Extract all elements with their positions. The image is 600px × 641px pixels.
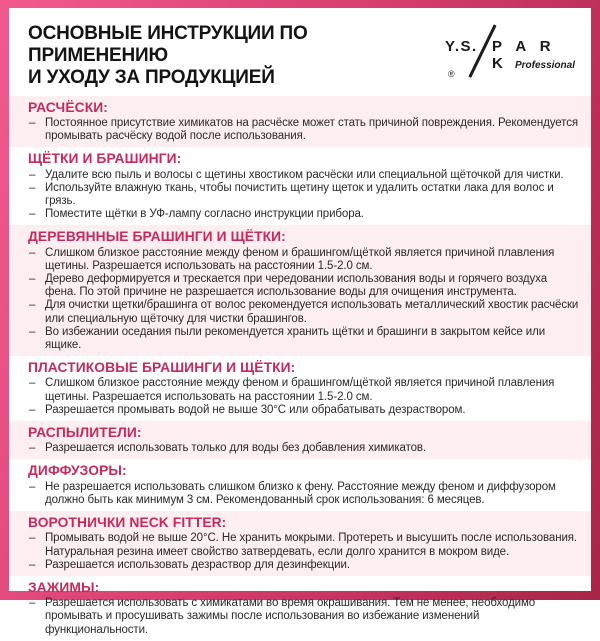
list-item [28, 247, 579, 273]
list-item [28, 326, 579, 352]
section-title: ДИФФУЗОРЫ: [28, 463, 127, 479]
list-item-text: Удалите всю пыль и волосы с щетины хвостиком расчёски или специальной щёточкой для чистки. [45, 168, 564, 181]
list-item [28, 559, 579, 572]
bullet-dash: – [29, 208, 36, 221]
registered-trademark-symbol: ® [448, 69, 455, 79]
page-title [28, 23, 445, 90]
section-diffusers [9, 459, 591, 511]
list-item-text: Дерево деформируется и трескается при чередовании использования воды и горячего воздуха фена. По этой причине не разрешается использование воды для очищения инструмента. [45, 272, 547, 299]
section-brushes [9, 147, 591, 225]
list-item [28, 169, 579, 182]
section-title: РАСПЫЛИТЕЛИ: [28, 425, 142, 441]
document-card [9, 8, 591, 636]
ys-park-logo [445, 25, 577, 83]
list-item [28, 299, 579, 325]
page-title-line1: ОСНОВНЫЕ ИНСТРУКЦИИ ПО ПРИМЕНЕНИЮ [28, 23, 308, 67]
list-item-text: Во избежании оседания пыли рекомендуется хранить щётки и брашинги в закрытом кейсе или ящике. [45, 325, 546, 351]
section-sprayers [9, 421, 591, 459]
list-item-text: Для очистки щетки/брашинга от волос рекомендуется использовать металлический хвостик расчёски или специальную щёточку для чистки брашингов. [45, 299, 579, 325]
list-item [28, 117, 579, 143]
list-item-text: Разрешается использовать дезраствор для дезинфекции. [45, 558, 350, 571]
bullet-dash: – [29, 532, 36, 545]
section-title: РАСЧЁСКИ: [28, 99, 108, 115]
section-plastic-brushes [9, 356, 591, 421]
section-clips [9, 576, 591, 641]
section-title: ЩЁТКИ И БРАШИНГИ: [28, 151, 182, 167]
list-item-text: Поместите щётки в УФ-лампу согласно инструкции прибора. [45, 208, 364, 221]
list-item-text: Постоянное присутствие химикатов на расчёске может стать причиной повреждения. Рекомендуется промывать расчёску водой после использования. [45, 116, 578, 143]
logo-ys-text: Y.S. [445, 38, 478, 55]
section-title: ВОРОТНИЧКИ NECK FITTER: [28, 515, 227, 531]
list-item [28, 377, 579, 403]
bullet-dash: – [29, 558, 36, 571]
page-title-line2: И УХОДУ ЗА ПРОДУКЦИЕЙ [28, 67, 275, 89]
bullet-dash: – [29, 325, 36, 338]
list-item [28, 481, 579, 507]
section-title: ДЕРЕВЯННЫЕ БРАШИНГИ И ЩЁТКИ: [28, 229, 286, 245]
list-item [28, 532, 579, 558]
list-item [28, 273, 579, 299]
list-item-text: Слишком близкое расстояние между феном и брашингом/щёткой является причиной плавления щетины. Разрешается использовать на расстоянии 1.5-2.0 см. [45, 377, 555, 403]
bullet-dash: – [29, 403, 36, 416]
section-title: ЗАЖИМЫ: [28, 579, 100, 595]
list-item [28, 597, 579, 637]
bullet-dash: – [29, 597, 36, 610]
bullet-dash: – [29, 116, 36, 129]
list-item [28, 404, 579, 417]
bullet-dash: – [29, 480, 36, 493]
logo-professional-text: Professional [514, 60, 575, 71]
list-item [28, 182, 579, 208]
list-item-text: Разрешается использовать только для воды без добавления химикатов. [45, 442, 427, 455]
list-item-text: Используйте влажную ткань, чтобы почистить щетину щеток и удалить остатки лака для волос и грязь. [45, 181, 554, 207]
list-item [28, 208, 579, 221]
section-wooden-brushes [9, 225, 591, 356]
logo-park-text: P A R K [492, 38, 556, 72]
section-neck-fitter [9, 511, 591, 576]
list-item-text: Промывать водой не выше 20°C. Не хранить мокрыми. Протереть и высушить после использования. Натуральная резина имеет свойство затвердевать, если долго хранится в мокром виде. [45, 532, 577, 558]
bullet-dash: – [29, 299, 36, 312]
list-item [28, 442, 579, 455]
bullet-dash: – [29, 442, 36, 455]
section-combs [9, 96, 591, 148]
bullet-dash: – [29, 272, 36, 285]
list-item-text: Разрешается промывать водой не выше 30°C или обрабатывать дезраствором. [45, 403, 466, 416]
header [9, 8, 591, 96]
bullet-dash: – [29, 246, 36, 259]
bullet-dash: – [29, 377, 36, 390]
list-item-text: Разрешается использовать с химикатами во время окрашивания. Тем не менее, необходимо промывать и просушивать зажимы после использования во избежание изменений функциональности. [45, 597, 536, 636]
bullet-dash: – [29, 168, 36, 181]
section-title: ПЛАСТИКОВЫЕ БРАШИНГИ И ЩЁТКИ: [28, 360, 296, 376]
list-item-text: Слишком близкое расстояние между феном и брашингом/щёткой является причиной плавления щетины. Разрешается использовать на расстоянии 1.5-2.0 см. [45, 246, 555, 272]
list-item-text: Не разрешается использовать слишком близко к фену. Расстояние между феном и диффузором должно быть как минимум 3 см. Рекомендованный срок использования: 6 месяцев. [45, 480, 556, 506]
bullet-dash: – [29, 181, 36, 194]
